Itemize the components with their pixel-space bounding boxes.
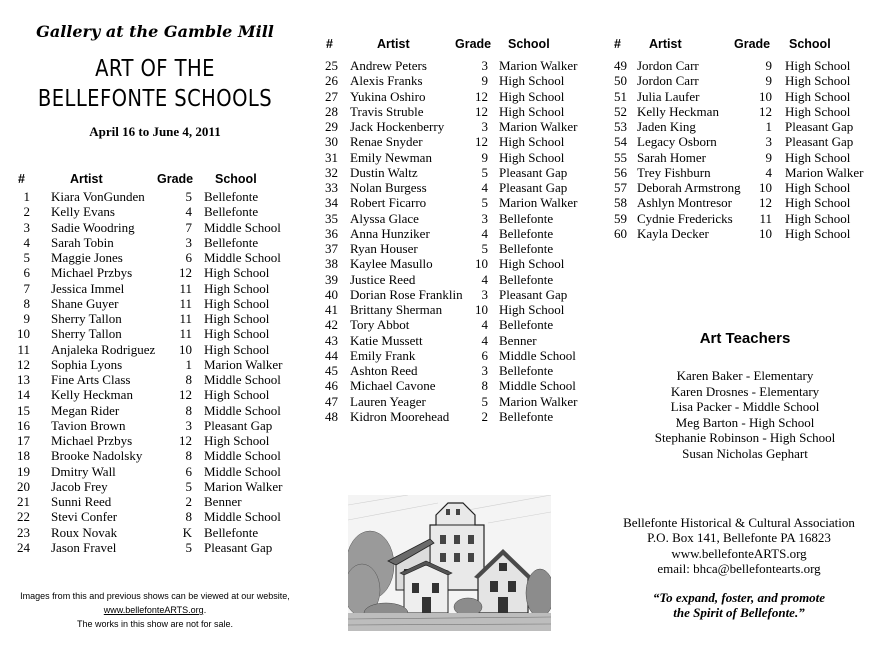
artist-artist: Kayla Decker: [637, 225, 709, 241]
artist-grade: 10: [475, 302, 488, 317]
artist-number: 53: [614, 119, 627, 134]
artist-number: 34: [325, 195, 338, 211]
col-artist-header: Artist: [649, 37, 682, 51]
artist-row: [0, 464, 879, 479]
artist-artist: Katie Mussett: [350, 332, 423, 348]
artist-school: High School: [204, 265, 270, 281]
artist-number: 49: [614, 58, 627, 73]
artist-artist: Justice Reed: [350, 271, 416, 287]
artist-school: Bellefonte: [204, 204, 259, 220]
artist-number: 12: [17, 356, 30, 372]
artist-number: 7: [23, 280, 30, 296]
artist-school: Bellefonte: [499, 408, 554, 424]
col-school-header: School: [215, 172, 257, 186]
artist-school: Middle School: [204, 219, 281, 235]
artist-number: 54: [614, 134, 627, 150]
col-grade-header: Grade: [734, 37, 771, 51]
artist-grade: 8: [185, 509, 192, 525]
artist-number: 18: [17, 448, 30, 464]
col-grade-header: Grade: [455, 37, 492, 51]
artist-artist: Jordon Carr: [637, 73, 699, 89]
artist-school: Bellefonte: [204, 189, 259, 204]
artist-number: 16: [17, 417, 30, 433]
artist-school: Middle School: [499, 378, 576, 394]
col-grade-header: Grade: [157, 172, 194, 186]
artist-artist: Michael Przbys: [51, 433, 133, 448]
artist-grade: 11: [179, 311, 192, 326]
artist-artist: Jessica Immel: [51, 280, 125, 296]
artist-artist: Ashlyn Montresor: [637, 195, 732, 211]
artist-grade: 5: [185, 189, 192, 204]
artist-number: 38: [325, 256, 338, 272]
footer-link-line: [0, 603, 310, 617]
artist-row: [0, 272, 879, 287]
artist-grade: 2: [481, 408, 488, 424]
col-num-header: #: [326, 37, 333, 51]
artist-artist: Nolan Burgess: [350, 180, 427, 195]
artist-school: Pleasant Gap: [499, 164, 568, 180]
artist-row: [0, 73, 879, 88]
artist-number: 22: [17, 509, 30, 525]
artist-artist: Shane Guyer: [51, 295, 119, 311]
artist-row: [0, 287, 879, 302]
artist-school: High School: [204, 387, 270, 403]
artist-row: [0, 165, 879, 180]
artist-grade: 4: [481, 180, 488, 195]
artist-row: [0, 226, 879, 241]
artist-school: High School: [785, 149, 851, 165]
artist-artist: Emily Newman: [350, 149, 432, 165]
teachers-title: Art Teachers: [699, 330, 791, 347]
artist-grade: 11: [179, 295, 192, 311]
artist-grade: 12: [179, 387, 192, 403]
col-num-header: #: [18, 172, 25, 186]
artist-number: 60: [614, 225, 627, 241]
artist-school: Middle School: [499, 347, 576, 363]
artist-artist: Legacy Osborn: [637, 134, 717, 150]
artist-artist: Kaylee Masullo: [350, 256, 433, 272]
artist-grade: 2: [185, 494, 192, 509]
artist-grade: 5: [185, 539, 192, 555]
artist-grade: 12: [475, 103, 488, 119]
artist-grade: 11: [179, 280, 192, 296]
artist-number: 25: [325, 58, 338, 73]
artist-school: High School: [204, 433, 270, 448]
teacher-name: Susan Nicholas Gephart: [682, 445, 808, 461]
artist-school: High School: [499, 73, 565, 89]
artist-number: 23: [17, 524, 30, 540]
artist-artist: Dustin Waltz: [350, 164, 418, 180]
artist-artist: Sophia Lyons: [51, 356, 123, 372]
artist-school: High School: [785, 195, 851, 211]
teacher-name: Stephanie Robinson - High School: [654, 430, 836, 445]
artist-school: Bellefonte: [499, 363, 554, 378]
artist-artist: Jack Hockenberry: [350, 119, 445, 134]
artist-number: 31: [325, 149, 338, 165]
artist-grade: 4: [765, 164, 772, 180]
artist-row: [0, 89, 879, 104]
artist-grade: 8: [185, 448, 192, 464]
artist-grade: 3: [481, 286, 488, 302]
artist-school: High School: [499, 256, 565, 272]
artist-number: 50: [614, 73, 627, 89]
artist-grade: 3: [481, 119, 488, 134]
artist-grade: 12: [179, 265, 192, 281]
building-sketch-image: [348, 495, 551, 631]
artist-grade: 4: [481, 317, 488, 333]
teacher-name: Lisa Packer - Middle School: [670, 399, 820, 414]
artist-number: 19: [17, 463, 30, 479]
col-artist-header: Artist: [70, 172, 103, 186]
artist-school: Bellefonte: [499, 317, 554, 333]
artist-grade: 3: [765, 134, 772, 150]
association-email: email: bhca@bellefontearts.org: [657, 561, 821, 576]
artist-number: 58: [614, 195, 627, 211]
website-link[interactable]: www.bellefonteARTS.org: [103, 605, 204, 615]
artist-school: High School: [499, 149, 565, 165]
artist-grade: 1: [765, 119, 772, 134]
gallery-name: Gallery at the Gamble Mill: [36, 22, 274, 41]
artist-grade: 5: [481, 241, 488, 256]
artist-school: High School: [499, 103, 565, 119]
artist-grade: 5: [481, 164, 488, 180]
show-dates: April 16 to June 4, 2011: [89, 124, 221, 139]
artist-school: Marion Walker: [204, 356, 283, 372]
artist-artist: Megan Rider: [51, 402, 120, 418]
teacher-name: Karen Drosnes - Elementary: [670, 383, 820, 399]
artist-number: 20: [17, 478, 30, 494]
artist-school: Pleasant Gap: [204, 539, 273, 555]
artist-number: 48: [325, 408, 338, 424]
artist-artist: Stevi Confer: [51, 509, 118, 525]
artist-number: 40: [325, 286, 338, 302]
artist-grade: 9: [765, 73, 772, 89]
artist-artist: Ashton Reed: [350, 363, 418, 378]
artist-artist: Trey Fishburn: [637, 164, 711, 180]
artist-number: 52: [614, 103, 627, 119]
artist-school: High School: [785, 210, 851, 226]
artist-grade: 8: [185, 372, 192, 387]
artist-artist: Kelly Heckman: [637, 103, 719, 119]
artist-artist: Jason Fravel: [51, 539, 117, 555]
artist-number: 57: [614, 180, 627, 195]
artist-artist: Brooke Nadolsky: [51, 448, 143, 464]
artist-row: [0, 195, 879, 210]
artist-school: Marion Walker: [499, 58, 578, 73]
artist-row: [0, 58, 879, 73]
artist-school: High School: [499, 134, 565, 150]
artist-school: High School: [785, 88, 851, 104]
artist-school: Middle School: [204, 448, 281, 464]
artist-artist: Lauren Yeager: [350, 393, 426, 409]
artist-grade: 6: [185, 250, 192, 265]
artist-number: 26: [325, 73, 338, 89]
artist-grade: 4: [481, 271, 488, 287]
artist-school: Middle School: [204, 372, 281, 387]
artist-artist: Fine Arts Class: [51, 372, 131, 387]
artist-artist: Alexis Franks: [350, 73, 423, 89]
artist-grade: 4: [481, 225, 488, 241]
artist-row: [0, 134, 879, 149]
artist-grade: 12: [475, 134, 488, 150]
artist-school: High School: [785, 73, 851, 89]
artist-artist: Sadie Woodring: [51, 219, 135, 235]
page-title-line2: BELLEFONTE SCHOOLS: [37, 86, 273, 112]
artist-number: 42: [325, 317, 338, 333]
artist-number: 4: [23, 234, 30, 250]
artist-number: 6: [23, 265, 30, 281]
artist-number: 44: [325, 347, 338, 363]
artist-number: 32: [325, 164, 338, 180]
artist-number: 1: [23, 189, 30, 204]
artist-number: 51: [614, 88, 627, 104]
col-artist-header: Artist: [377, 37, 410, 51]
association-website: www.bellefonteARTS.org: [671, 546, 807, 561]
artist-number: 14: [17, 387, 30, 403]
artist-number: 15: [17, 402, 30, 418]
artist-number: 35: [325, 210, 338, 226]
artist-row: [0, 180, 879, 195]
artist-number: 45: [325, 363, 338, 378]
artist-school: Middle School: [204, 402, 281, 418]
artist-artist: Tavion Brown: [51, 417, 126, 433]
artist-grade: 10: [475, 256, 488, 272]
artist-row: [0, 348, 879, 363]
artist-artist: Andrew Peters: [350, 58, 427, 73]
artist-school: Marion Walker: [204, 478, 283, 494]
artist-artist: Kelly Heckman: [51, 387, 133, 403]
artist-grade: 5: [185, 478, 192, 494]
artist-school: High School: [204, 295, 270, 311]
artist-school: High School: [785, 225, 851, 241]
motto-line1: “To expand, foster, and promote: [652, 590, 826, 605]
artist-number: 28: [325, 103, 338, 119]
teacher-name: Karen Baker - Elementary: [676, 368, 814, 383]
artist-school: Marion Walker: [499, 195, 578, 211]
association-name: Bellefonte Historical & Cultural Association: [623, 515, 855, 530]
artist-school: Pleasant Gap: [499, 286, 568, 302]
artist-artist: Robert Ficarro: [350, 195, 427, 211]
artist-grade: 10: [759, 88, 772, 104]
artist-artist: Anna Hunziker: [350, 225, 430, 241]
artist-artist: Sunni Reed: [51, 494, 112, 509]
artist-grade: 11: [759, 210, 772, 226]
artist-row: [0, 119, 879, 134]
artist-school: High School: [785, 103, 851, 119]
artist-school: High School: [204, 341, 270, 357]
artist-artist: Dmitry Wall: [51, 463, 116, 479]
artist-row: [0, 302, 879, 317]
artist-number: 33: [325, 180, 338, 195]
artist-artist: Michael Przbys: [51, 265, 133, 281]
artist-row: [0, 211, 879, 226]
footer-line1: Images from this and previous shows can be viewed at our website,: [20, 591, 290, 601]
artist-grade: 7: [185, 219, 192, 235]
artist-school: Marion Walker: [499, 119, 578, 134]
artist-school: Bellefonte: [499, 210, 554, 226]
artist-artist: Kelly Evans: [51, 204, 115, 220]
artist-number: 5: [23, 250, 30, 265]
artist-grade: 9: [481, 73, 488, 89]
artist-school: Pleasant Gap: [204, 417, 273, 433]
artist-grade: K: [182, 524, 192, 540]
artist-artist: Sherry Tallon: [51, 311, 122, 326]
artist-number: 55: [614, 149, 627, 165]
artist-grade: 4: [481, 332, 488, 348]
artist-number: 56: [614, 164, 627, 180]
artist-number: 17: [17, 433, 30, 448]
footer-link-suffix: .: [203, 605, 207, 615]
artist-grade: 9: [765, 149, 772, 165]
artist-school: Pleasant Gap: [499, 180, 568, 195]
artist-grade: 1: [185, 356, 192, 372]
artist-grade: 4: [185, 204, 192, 220]
artist-artist: Renae Snyder: [350, 134, 423, 150]
artist-school: Bellefonte: [499, 241, 554, 256]
artist-artist: Sarah Homer: [637, 149, 706, 165]
artist-grade: 12: [475, 88, 488, 104]
artist-artist: Brittany Sherman: [350, 302, 443, 317]
artist-grade: 12: [759, 195, 772, 211]
artist-artist: Emily Frank: [350, 347, 416, 363]
artist-grade: 3: [481, 210, 488, 226]
artist-grade: 3: [185, 417, 192, 433]
artist-number: 59: [614, 210, 627, 226]
artist-school: Marion Walker: [499, 393, 578, 409]
artist-school: Bellefonte: [499, 271, 554, 287]
artist-number: 8: [23, 295, 30, 311]
artist-school: Benner: [499, 332, 537, 348]
artist-number: 39: [325, 271, 338, 287]
artist-artist: Roux Novak: [51, 524, 118, 540]
artist-number: 9: [23, 311, 30, 326]
artist-artist: Tory Abbot: [350, 317, 410, 333]
artist-school: High School: [204, 280, 270, 296]
artist-number: 41: [325, 302, 338, 317]
artist-school: Benner: [204, 494, 242, 509]
artist-grade: 5: [481, 195, 488, 211]
artist-school: Middle School: [204, 463, 281, 479]
artist-artist: Alyssa Glace: [350, 210, 419, 226]
artist-artist: Deborah Armstrong: [637, 180, 741, 195]
artist-grade: 12: [179, 433, 192, 448]
artist-number: 10: [17, 326, 30, 342]
artist-grade: 3: [481, 363, 488, 378]
artist-row: [0, 256, 879, 271]
artist-row: [0, 104, 879, 119]
artist-school: Bellefonte: [204, 234, 259, 250]
artist-artist: Kidron Moorehead: [350, 408, 450, 424]
artist-grade: 3: [481, 58, 488, 73]
artist-row: [0, 479, 879, 494]
artist-grade: 8: [481, 378, 488, 394]
artist-number: 24: [17, 539, 30, 555]
artist-grade: 11: [179, 326, 192, 342]
page-title-line1: ART OF THE: [95, 56, 215, 82]
artist-artist: Cydnie Fredericks: [637, 210, 733, 226]
artist-school: Middle School: [204, 509, 281, 525]
artist-grade: 12: [759, 103, 772, 119]
artist-school: High School: [499, 88, 565, 104]
artist-school: Bellefonte: [204, 524, 259, 540]
artist-number: 3: [23, 219, 30, 235]
artist-number: 30: [325, 134, 338, 150]
association-address: P.O. Box 141, Bellefonte PA 16823: [647, 530, 831, 545]
artist-number: 29: [325, 119, 338, 134]
artist-grade: 6: [481, 347, 488, 363]
artist-number: 37: [325, 241, 338, 256]
artist-school: Marion Walker: [785, 164, 864, 180]
artist-grade: 9: [481, 149, 488, 165]
artist-school: Middle School: [204, 250, 281, 265]
artist-artist: Ryan Houser: [350, 241, 418, 256]
artist-number: 43: [325, 332, 338, 348]
artist-grade: 3: [185, 234, 192, 250]
artist-artist: Jaden King: [637, 119, 696, 134]
artist-number: 47: [325, 393, 338, 409]
artist-number: 21: [17, 494, 30, 509]
artist-grade: 8: [185, 402, 192, 418]
artist-artist: Kiara VonGunden: [51, 189, 145, 204]
artist-number: 46: [325, 378, 338, 394]
col-num-header: #: [614, 37, 621, 51]
col-school-header: School: [789, 37, 831, 51]
artist-number: 11: [17, 341, 30, 357]
artist-number: 2: [23, 204, 30, 220]
artist-school: High School: [499, 302, 565, 317]
artist-school: High School: [785, 180, 851, 195]
artist-grade: 10: [759, 180, 772, 195]
artist-number: 36: [325, 225, 338, 241]
artist-grade: 9: [765, 58, 772, 73]
artist-school: Pleasant Gap: [785, 119, 854, 134]
artist-school: High School: [785, 58, 851, 73]
artist-grade: 5: [481, 393, 488, 409]
artist-artist: Yukina Oshiro: [350, 88, 426, 104]
artist-grade: 6: [185, 463, 192, 479]
artist-artist: Sarah Tobin: [51, 234, 114, 250]
artist-number: 27: [325, 88, 338, 104]
artist-artist: Michael Cavone: [350, 378, 436, 394]
motto-line2: the Spirit of Bellefonte.”: [673, 605, 805, 620]
artist-school: High School: [204, 311, 270, 326]
col-school-header: School: [508, 37, 550, 51]
artist-artist: Julia Laufer: [637, 88, 700, 104]
artist-grade: 10: [179, 341, 192, 357]
artist-artist: Sherry Tallon: [51, 326, 122, 342]
artist-artist: Jacob Frey: [51, 478, 108, 494]
teacher-name: Meg Barton - High School: [675, 414, 815, 430]
artist-artist: Travis Struble: [350, 103, 424, 119]
artist-artist: Maggie Jones: [51, 250, 123, 265]
artist-row: [0, 241, 879, 256]
artist-number: 13: [17, 372, 30, 387]
artist-artist: Anjaleka Rodriguez: [51, 341, 156, 357]
footer-line3: The works in this show are not for sale.: [76, 619, 234, 629]
artist-school: Bellefonte: [499, 225, 554, 241]
artist-school: Pleasant Gap: [785, 134, 854, 150]
artist-grade: 10: [759, 225, 772, 241]
artist-school: High School: [204, 326, 270, 342]
artist-artist: Dorian Rose Franklin: [350, 286, 463, 302]
artist-row: [0, 150, 879, 165]
artist-artist: Jordon Carr: [637, 58, 699, 73]
